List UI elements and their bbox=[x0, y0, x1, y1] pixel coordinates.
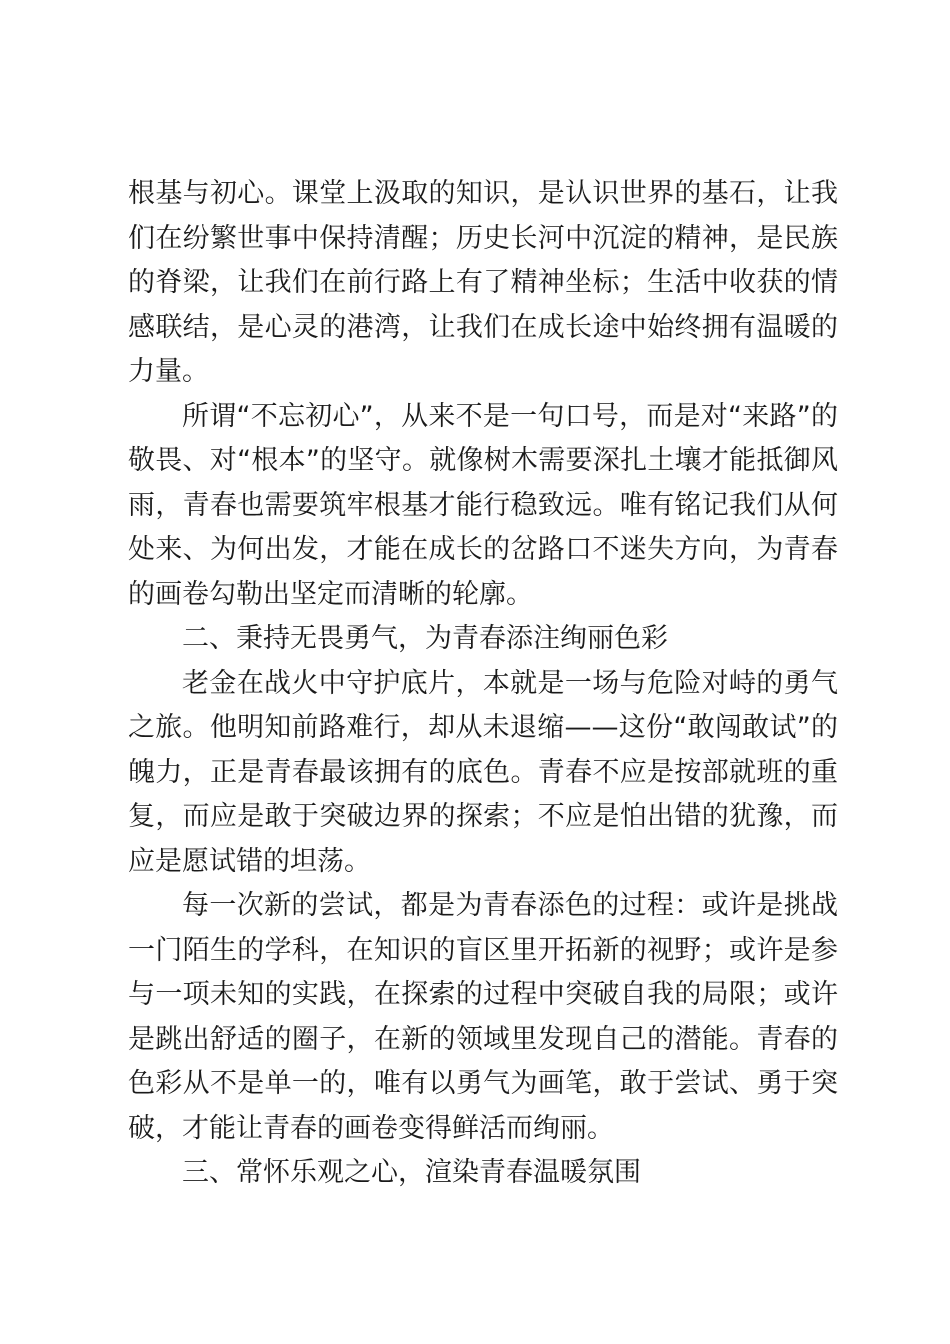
paragraph-body: 每一次新的尝试，都是为青春添色的过程：或许是挑战一门陌生的学科，在知识的盲区里开拓新的视野；或许是参与一项未知的实践，在探索的过程中突破自我的局限；或许是跳出舒适的圈子，在新的领域里发现自己的潜能。青春的色彩从不是单一的，唯有以勇气为画笔，敢于尝试、勇于突破，才能让青春的画卷变得鲜活而绚丽。 bbox=[128, 890, 838, 1144]
paragraph-continuation: 根基与初心。课堂上汲取的知识，是认识世界的基石，让我们在纷繁世事中保持清醒；历史长河中沉淀的精神，是民族的脊梁，让我们在前行路上有了精神坐标；生活中收获的情感联结，是心灵的港湾，让我们在成长途中始终拥有温暖的力量。 bbox=[128, 178, 838, 387]
section-heading-2: 二、秉持无畏勇气，为青春添注绚丽色彩 bbox=[182, 623, 668, 654]
section-heading-3: 三、常怀乐观之心，渲染青春温暖氛围 bbox=[182, 1157, 641, 1188]
paragraph-body: 老金在战火中守护底片，本就是一场与危险对峙的勇气之旅。他明知前路难行，却从未退缩——这份“敢闯敢试”的魄力，正是青春最该拥有的底色。青春不应是按部就班的重复，而应是敢于突破边界的探索；不应是怕出错的犹豫，而应是愿试错的坦荡。 bbox=[128, 667, 838, 877]
paragraph-body: 所谓“不忘初心”，从来不是一句口号，而是对“来路”的敬畏、对“根本”的坚守。就像树木需要深扎土壤才能抵御风雨，青春也需要筑牢根基才能行稳致远。唯有铭记我们从何处来、为何出发，才能在成长的岔路口不迷失方向，为青春的画卷勾勒出坚定而清晰的轮廓。 bbox=[128, 400, 838, 610]
document-body bbox=[128, 172, 838, 1196]
